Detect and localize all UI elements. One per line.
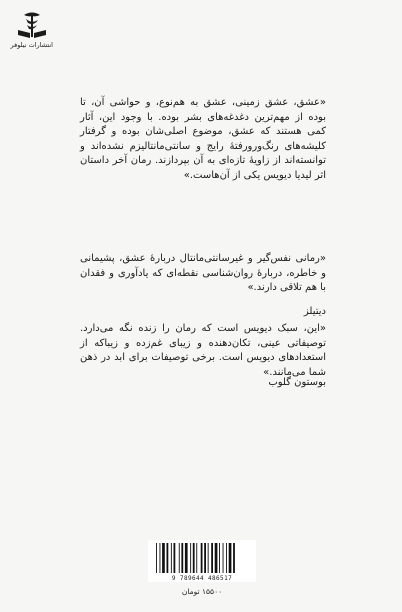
quote-1 [80,96,326,184]
isbn-barcode [148,540,256,582]
publisher-name: انتشارات نیلوفر [10,41,53,49]
quote-author: دیتیلز [303,306,326,317]
barcode-digits: 9 789644 486517 [171,575,233,582]
publisher-logo [11,10,53,49]
quote-text: «رمانی نفس‌گیر و غیرسانتی‌مانتال دربارهٔ عشق، پشیمانی و خاطره، دربارهٔ روان‌شناسی نقطه‌ای که یادآوری و فقدان با هم تلاقی دارند.» [80,253,326,294]
quote-text: «این، سبک دیویس است که رمان را زنده نگه می‌دارد. توصیفاتی عینی، تکان‌دهنده و زیبای غم‌زده و زیباکه از استعدادهای دیویس است. برخی توصیفات برای ابد در ذهن شما می‌مانند.» [80,323,326,378]
quote-author: بوستون گلوب [268,377,326,388]
price-label: ۱۵۵۰۰ تومان [181,587,223,596]
quote-3 [80,322,326,380]
quote-2 [80,252,326,296]
caduceus-book-icon [15,10,49,40]
quote-text: «عشق، عشق زمینی، عشق به هم‌نوع، و حواشی آن، تا بوده از مهم‌ترین دغدغه‌های بشر بوده. با وجود این، آثار کمی هستند که عشق، موضوع اصلی‌شان بوده و گرفتار کلیشه‌های رنگ‌ورورفتهٔ رایج و سانتی‌مانتالیزم نشده‌اند و توانسته‌اند از زاویهٔ تازه‌ای به آن بپردازند. رمان آخر داستان اثر لیدیا دیویس یکی از آن‌هاست.» [80,97,326,181]
